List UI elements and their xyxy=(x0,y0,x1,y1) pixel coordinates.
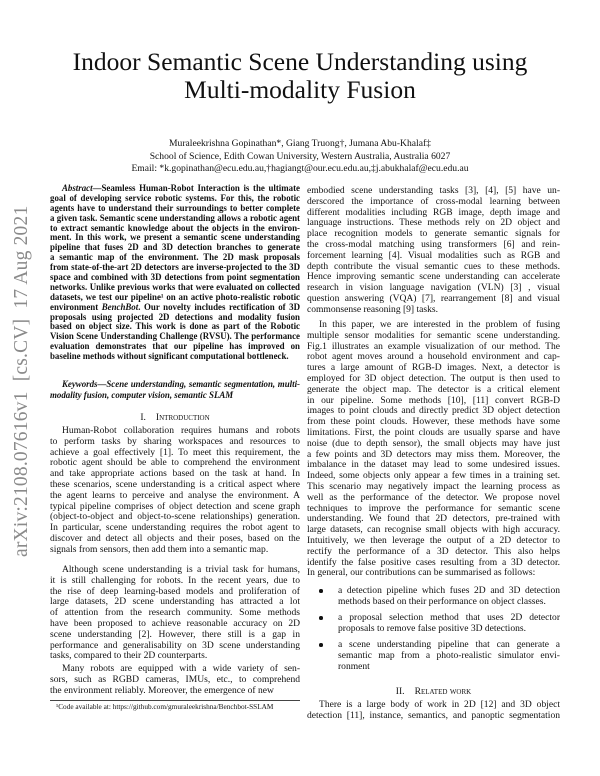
section-title: Introduction xyxy=(155,412,210,423)
text-line: commonsense reasoning [9] tasks. xyxy=(307,303,438,315)
text-line: question answering (VQA) [7], rearrangement [8] and visual xyxy=(307,292,560,304)
section-heading-related-work xyxy=(307,686,560,697)
text-line: techniques to improve the performance for semantic scene xyxy=(307,502,560,514)
text-line: sors, such as RGBD cameras, IMUs, etc., to comprehend xyxy=(50,673,300,685)
contribution-text xyxy=(338,586,560,608)
text-line: Human-Robot collaboration requires humans and robots xyxy=(62,425,300,436)
text-line: typical pipeline comprises of object detection and scene graph xyxy=(50,500,300,512)
section-number: I. xyxy=(140,412,146,423)
abstract-line: to extract semantic knowledge about the objects in the environ- xyxy=(50,222,300,233)
author-affiliation: School of Science, Edith Cowan University, Western Australia, Australia 6027 xyxy=(149,150,451,162)
text-line: multiple sensor modalities for semantic scene understanding. xyxy=(307,329,560,341)
abstract-line: goal of developing service robotic systems. For this, the robotic xyxy=(50,192,300,203)
text-line: images to point clouds and directly predict 3D object detection xyxy=(307,405,560,417)
abstract-line: baseline methods without significant computational bottleneck. xyxy=(50,351,289,362)
text-line: in our pipeline. Some methods [10], [11] convert RGB-D xyxy=(307,394,560,406)
text-line: Although scene understanding is a trivial task for humans, xyxy=(62,564,300,575)
text-line: and take appropriate actions based on the task at hand. In xyxy=(50,468,300,480)
text-line: research in vision language navigation (VLN) [3] , visual xyxy=(307,282,560,294)
text-line: limitations. First, the point clouds are usually sparse and have xyxy=(307,426,560,438)
abstract-line: agents have to understand their surroundings to better complete xyxy=(50,202,300,213)
text-line: proposals to remove false positive 3D detections. xyxy=(338,622,526,634)
text-line: tures a large amount of RGB-D images. Next, a detector is xyxy=(307,362,560,374)
text-line: to perform tasks by sharing workspaces and resources to xyxy=(50,435,300,447)
keywords-line: modality fusion, computer vision, semantic SLAM xyxy=(50,390,234,400)
text-line: the agent learns to perceive and analyse the environment. A xyxy=(50,489,300,501)
text-line: understanding. We found that 2D detectors, pre-trained with xyxy=(307,513,560,525)
text-line: a detection pipeline which fuses 2D and 3D detection xyxy=(338,585,560,596)
text-line: language instructions. These methods rely on 2D object and xyxy=(307,217,560,229)
paragraph xyxy=(50,426,300,556)
keywords xyxy=(50,379,300,401)
text-line: these scenarios, scene understanding is a critical aspect where xyxy=(50,478,300,490)
text-line: from these point clouds. However, these methods have some xyxy=(307,416,560,428)
text-line: scene understanding [2]. However, there still is a gap in xyxy=(50,628,300,640)
text-line: well as the performance of the detector. We propose novel xyxy=(307,491,560,503)
bullet-icon xyxy=(319,616,323,620)
section-number: II. xyxy=(395,686,405,697)
abstract-line: pipeline that fuses 2D and 3D detection branches to generate xyxy=(50,242,300,253)
text-line: semantic map from a photo-realistic simulator envi- xyxy=(338,649,560,661)
abstract-line: datasets, we test our pipeline¹ on an active photo-realistic robotic xyxy=(50,291,300,302)
text-line: rectify the performance of a 3D detector. This also helps xyxy=(307,545,560,557)
text-line: noise (due to depth sensor), the small objects may have just xyxy=(307,437,560,449)
arxiv-identifier-stamp: arXiv:2108.07616v1 [cs.CV] 17 Aug 2021 xyxy=(11,205,32,557)
abstract-line: a given task. Semantic scene understanding allows a robotic agent xyxy=(50,212,300,223)
right-column xyxy=(307,0,560,776)
contribution-text xyxy=(338,613,560,635)
text-line: In this paper, we are interested in the problem of fusing xyxy=(319,319,560,330)
paragraph xyxy=(307,700,560,722)
section-title: Related work xyxy=(414,686,472,697)
contribution-text xyxy=(338,640,560,672)
abstract-line: networks. Unlike previous works that were evaluated on collected xyxy=(50,281,300,292)
footnote: ¹Code available at: https://github.com/gmuraleekrishna/Benchbot-SSLAM xyxy=(56,702,274,711)
benchbot-name: BenchBot xyxy=(101,301,139,312)
text-line: robotic agent should be able to comprehend the environment xyxy=(50,457,300,469)
text-line: it is still challenging for robots. In the recent years, due to xyxy=(50,574,300,586)
text-line: robot agent moves around a household environment and cap- xyxy=(307,351,560,363)
text-line: signals from sensors, then add them into a semantic map. xyxy=(50,543,269,555)
title-line: Indoor Semantic Scene Understanding using xyxy=(72,47,528,76)
text-line: detection [11], instance, semantics, and panoptic segmentation xyxy=(307,709,560,721)
text-line: large datasets, can recognise small objects with high accuracy. xyxy=(307,524,560,536)
text-line: generate the object map. The detector is a critical element xyxy=(307,383,560,395)
text-line: the environment reliably. Moreover, the emergence of new xyxy=(50,684,274,696)
text-line: There is a large body of work in 2D [12] and 3D object xyxy=(319,699,560,710)
abstract-line: proposals using projected 2D detections and modality fusion xyxy=(50,311,300,322)
abstract-line: Vision Scene Understanding Challenge (RVSU). The performance xyxy=(50,331,300,342)
abstract-line: Abstract—Seamless Human-Robot Interaction is the ultimate xyxy=(62,183,300,193)
left-column xyxy=(50,0,300,776)
text-line: embodied scene understanding tasks [3], [4], [5] have un- xyxy=(307,185,560,196)
abstract-line: space and combined with 3D detections from point segmentation xyxy=(50,272,300,283)
text-line: a scene understanding pipeline that can generate a xyxy=(338,639,560,650)
author-names: Muraleekrishna Gopinathan*, Giang Truong†, Jumana Abu-Khalaf‡ xyxy=(169,138,431,149)
text-line: performance and generalisability on 3D scene understanding xyxy=(50,639,300,651)
text-line: the cross-modal matching using transformers [6] and rein- xyxy=(307,238,560,250)
contribution-item xyxy=(307,613,560,635)
abstract-line: a semantic map of the environment. The 2D mask proposals xyxy=(50,252,300,263)
text-line: In particular, scene understanding requires the robot agent to xyxy=(50,522,300,534)
footnote-divider xyxy=(50,700,300,701)
text-line: achieve a goal effectively [1]. To meet this requirement, the xyxy=(50,446,300,458)
text-line: the rise of deep learning-based models and proliferation of xyxy=(50,585,300,597)
abstract-line: evaluation demonstrates that our pipeline has improved on xyxy=(50,341,300,352)
paragraph xyxy=(50,565,300,662)
text-line: tasks, compared to their 2D counterparts. xyxy=(50,650,208,662)
text-line: a proposal selection method that uses 2D detector xyxy=(338,612,560,623)
paragraph xyxy=(307,186,560,316)
text-line: different modalities including RGB image, depth image and xyxy=(307,206,560,218)
text-line: ronment xyxy=(338,660,370,672)
text-line: Fig.1 illustrates an example visualization of our method. The xyxy=(307,340,560,352)
text-line: derscored the importance of cross-modal learning between xyxy=(307,195,560,207)
abstract-line: ment. In this work, we present a semantic scene understanding xyxy=(50,232,300,243)
text-line: Many robots are equipped with a wide variety of sen- xyxy=(62,663,300,674)
paragraph xyxy=(50,664,300,696)
abstract-label: Abstract xyxy=(62,183,93,193)
text-line: This scenario may negatively impact the learning process as xyxy=(307,480,560,492)
author-emails: Email: *k.gopinathan@ecu.edu.au,†hagiangt@our.ecu.edu.au,‡j.abukhalaf@ecu.edu.au xyxy=(131,163,469,175)
bullet-icon xyxy=(319,589,323,593)
abstract xyxy=(50,184,300,362)
text-line: Intuitively, we then leverage the output of a 2D detector to xyxy=(307,534,560,546)
text-line: methods based on their performance on object classes. xyxy=(338,595,546,607)
section-heading-introduction xyxy=(50,412,300,423)
abstract-line: from state-of-the-art 2D detectors are inverse-projected to the 3D xyxy=(50,262,300,273)
bullet-icon xyxy=(319,643,323,647)
contribution-item xyxy=(307,586,560,608)
text-line: forcement learning [4]. Visual modalities such as RGB and xyxy=(307,249,560,261)
text-line: of attention from the research community. Some methods xyxy=(50,607,300,619)
text-line: Hence improving semantic scene understanding can accelerate xyxy=(307,271,560,283)
text-line: imbalance in the dataset may lead to some undesired issues. xyxy=(307,459,560,471)
text-line: a few points and 3D detectors may miss them. Moreover, the xyxy=(307,448,560,460)
title-line: Multi-modality Fusion xyxy=(184,75,416,104)
text-line: identify the false positive cases resulting from a 3D detector. xyxy=(307,556,560,568)
text-line: employed for 3D object detection. The output is then used to xyxy=(307,372,560,384)
contribution-item xyxy=(307,640,560,672)
abstract-line: based on object size. This work is done as part of the Robotic xyxy=(50,321,300,332)
text-line: place recognition models to generate semantic signals for xyxy=(307,228,560,240)
text-line: Indeed, some objects only appear a few times in a training set. xyxy=(307,470,560,482)
text-line: have been proposed to achieve reasonable accuracy on 2D xyxy=(50,617,300,629)
text-line: (object-to-object and object-to-scene relationships) generation. xyxy=(50,511,300,523)
paragraph xyxy=(307,320,560,579)
keywords-line: Keywords—Scene understanding, semantic segmentation, multi- xyxy=(62,379,300,389)
abstract-line: environment BenchBot. Our novelty includes rectification of 3D xyxy=(50,301,300,312)
text-line: depth contribute the visual semantic cues to these methods. xyxy=(307,260,560,272)
text-line: In general, our contributions can be summarised as follows: xyxy=(307,567,536,579)
text-line: large datasets, 2D scene understanding has attracted a lot xyxy=(50,596,300,608)
text-line: discover and detect all objects and their poses, based on the xyxy=(50,532,300,544)
